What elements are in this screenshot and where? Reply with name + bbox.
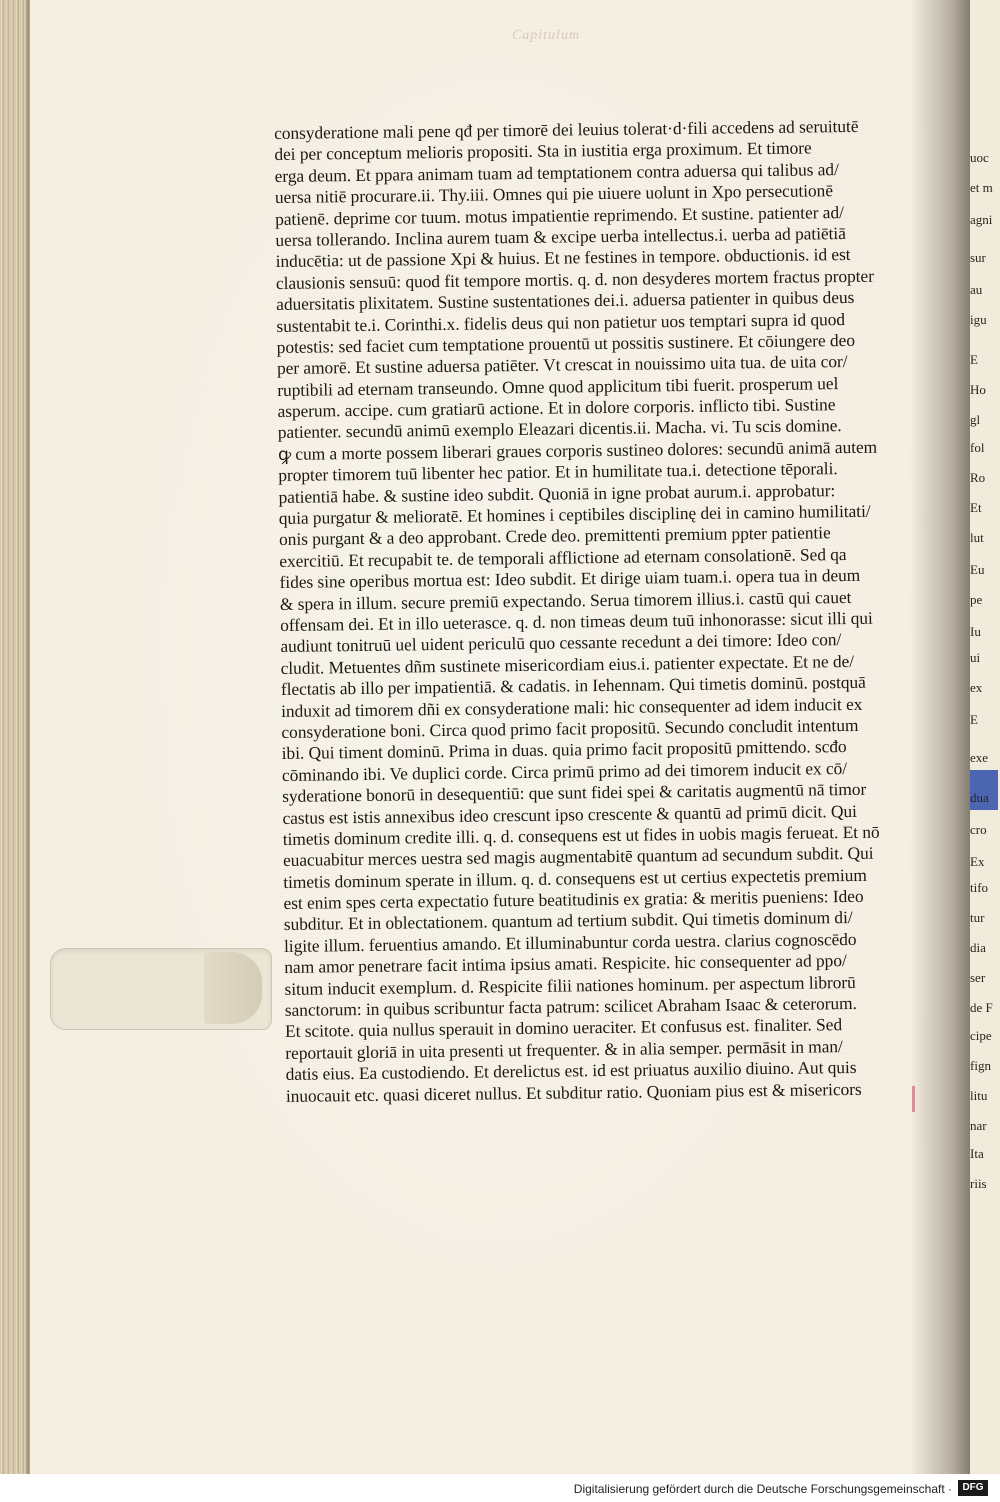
next-page-line: cro [970,822,987,837]
footer [0,1474,1000,1502]
text-line: ꝙ cum a morte possem liberari graues corporis sustineo dolores: secundū animā autem [277,436,878,464]
next-page-line: ui [970,650,981,665]
text-line: asperum. accipe. cum gratiarū actione. Et in dolore corporis. inflicto tibi. Sustine [277,394,836,422]
next-page-line: Iu [970,624,981,639]
text-line: onis purgant & a deo approbant. Crede deo. premittenti premium ppter patientie [278,522,831,550]
next-page-line: Ex [970,854,985,869]
text-line: euacuabitur merces uestra sed magis augmentabitē quantum ad secundum subdit. Qui [282,843,874,871]
next-page-line: E [970,352,978,367]
text-line: ibi. Qui timent dominū. Prima in duas. quia primo facit propositū pmittendo. scđo [281,736,847,764]
rubrication-mark [912,1086,915,1112]
text-line: ruptibili ad eternam transeundo. Omne quod applicitum tibi fuerit. prosperum uel [277,372,839,400]
next-page-line: litu [970,1088,988,1103]
next-page-line: agni [970,212,993,227]
text-line: induxit ad timorem dñi ex consyderatione mali: hic consequenter ad idem inducit ex [281,693,863,721]
text-line: quia purgatur & melioratē. Et homines i ceptibiles disciplinę dei in camino humilitati/ [278,500,871,529]
next-page-line: dua [970,790,989,805]
next-page-line: nar [970,1118,987,1133]
next-page-edge [970,0,1000,1474]
text-line: consyderatione mali pene qđ per timorē dei leuius tolerat·d·fili accedens ad seruitutē [274,115,859,143]
next-page-line: fign [970,1058,991,1073]
next-page-line: riis [970,1176,987,1191]
text-line: fides sine operibus mortua est: Ideo subdit. Et dirige uiam tuam.i. opera tua in deum [279,565,861,593]
next-page-line: igu [970,312,987,327]
next-page-line: et m [970,180,993,195]
text-line: uersa nitiē procurare.ii. Thy.iii. Omnes qui pie uiuere uolunt in Xpo persecutionē [274,180,834,208]
next-page-line: Et [970,500,982,515]
text-line: syderatione bonorū in desequentiū: que sunt fidei spei & caritatis augmentū nā timor [282,778,867,807]
next-page-line: Ro [970,470,986,485]
text-line: flectatis ab illo per impatientiā. & cadatis. in Iehennam. Qui timetis dominū. postquā [280,671,866,700]
next-page-line: Ita [970,1146,984,1161]
text-line: timetis dominum credite illi. q. d. consequens est ut fides in uobis magis ferueat. Et nō [282,821,880,849]
next-page-line: Eu [970,562,985,577]
next-page-line: ex [970,680,983,695]
text-line: sustentabit te.i. Corinthi.x. fidelis deus qui non patietur uos temptari supra id quod [276,308,846,336]
text-line: offensam dei. Et in illo ueterasce. q. d. non timeas deum tuū inhonorasse: sicut illi qui [280,607,873,635]
text-line: patientiā habe. & sustine ideo subdit. Quoniā in igne probat aurum.i. approbatur: [278,479,836,507]
text-line: potestis: sed faciet cum temptatione prouentū ut possitis sustinere. Et cōiungere deo [276,329,856,357]
next-page-line: Ho [970,382,986,397]
text-line: situm inducit exemplum. d. Respicite filii nationes hominum. per aspectum librorū [284,971,856,999]
text-line: propter timorem tuū libenter hec patior. Et in humilitate tua.i. detectione tēporali. [278,458,838,486]
text-line: inuocauit etc. quasi diceret nullus. Et subditur ratio. Quoniam pius est & misericors [285,1078,862,1106]
text-line: cludit. Metuentes dñm sustinete misericordiam eius.i. patienter expectate. Et ne de/ [280,650,855,678]
next-page-line: exe [970,750,989,765]
next-page-line: ser [970,970,986,985]
next-page-line: fol [970,440,985,455]
text-line: clausionis sensuū: quod fit tempore mortis. q. d. non desyderes mortem fractus propter [275,265,875,293]
next-page-line: tifo [970,880,989,895]
text-line: patienter. secundū animū exemplo Eleazari dicentis.ii. Macha. vi. Tu scis domine. [277,415,842,443]
next-page-line: pe [970,592,983,607]
text-line: erga deum. Et ppara animam tuam ad temptationem contra aduersa qui talibus ad/ [274,158,839,186]
text-line: exercitiū. Et recupabit te. de temporali afflictione ad eternam consolationē. Sed qa [279,543,847,571]
text-line: timetis dominum sperate in illum. q. d. consequens est ut certius expectetis premium [283,864,867,892]
text-line: reportauit gloriā in uita presenti ut frequenter. & in alia semper. permāsit in man/ [285,1035,843,1063]
next-page-line: au [970,282,983,297]
next-page-line: lut [970,530,984,545]
text-line: est enim spes certa expectatio future beatitudinis ex gratia: & meritis pueniens: Ideo [283,885,864,914]
text-line: patienē. deprime cor tuum. motus impatientie reprimendo. Et sustine. patienter ad/ [275,201,844,229]
text-line: inducētia: ut de passione Xpi & huius. Et ne festines in tempore. obductionis. id est [275,244,851,272]
next-page-line: de F [970,1000,993,1015]
text-line: uersa tollerando. Inclina aurem tuam & excipe uerba intellectus.i. uerba ad patiētiā [275,222,846,250]
text-line: subditur. Et in oblectationem. quantum ad tertium subdit. Qui timetis dominum di/ [283,907,853,935]
fold-edge [204,952,262,1024]
text-line: nam amor penetrare facit intima ipsius amati. Respicite. hic consequenter ad ppo/ [284,950,847,978]
text-line: datis eius. Ea custodiendo. Et derelictus est. id est priuatus auxilio diuino. Aut quis [285,1057,857,1085]
next-page-line: dia [970,940,986,955]
next-page-line: uoc [970,150,989,165]
running-head: Capitulum [511,28,581,43]
next-page-line: gl [970,412,981,427]
next-page-line: E [970,712,978,727]
next-page-line: tur [970,910,985,925]
footer-credit: Digitalisierung gefördert durch die Deutsche Forschungsgemeinschaft · [573,1482,952,1496]
next-page-line: cipe [970,1028,992,1043]
text-line: ligite illum. feruentius amando. Et illuminabuntur corda uestra. clarius cognoscēdo [283,928,857,956]
text-line: dei per conceptum melioris propositi. Sta in iustitia erga proximum. Et timore [274,137,812,165]
text-line: consyderatione boni. Circa quod primo facit propositū. Secundo concludit intentum [281,714,859,742]
text-line: audiunt tonitruū uel uident periculū quo cessante recedunt a dei timore: Ideo con/ [280,629,842,657]
text-line: Et scitote. quia nullus sperauit in domino ueraciter. Et confusus est. finaliter. Sed [284,1014,843,1042]
next-page-line: sur [970,250,986,265]
text-line: per amorē. Et sustine aduersa patiēter. Vt crescat in nouissimo uita tua. de uita cor/ [276,351,848,379]
text-block [274,115,944,1143]
dfg-logo: DFG [958,1480,988,1496]
text-line: castus est istis annexibus ideo crescunt ipso crescente & quantū ad primū dicit. Qui [282,800,857,828]
text-line: cōminando ibi. Ve duplici corde. Circa primū primo ad dei timorem inducit ex cō/ [281,757,848,785]
text-line: & spera in illum. secure premiū expectando. Serua timorem illius.i. castū qui cauet [279,586,852,614]
text-line: sanctorum: in quibus scribuntur facta patrum: scilicet Abraham Isaac & ceterorum. [284,992,857,1020]
text-line: aduersitatis plixitatem. Sustine sustentationes dei.i. aduersa patienter in quibus deus [276,287,855,315]
